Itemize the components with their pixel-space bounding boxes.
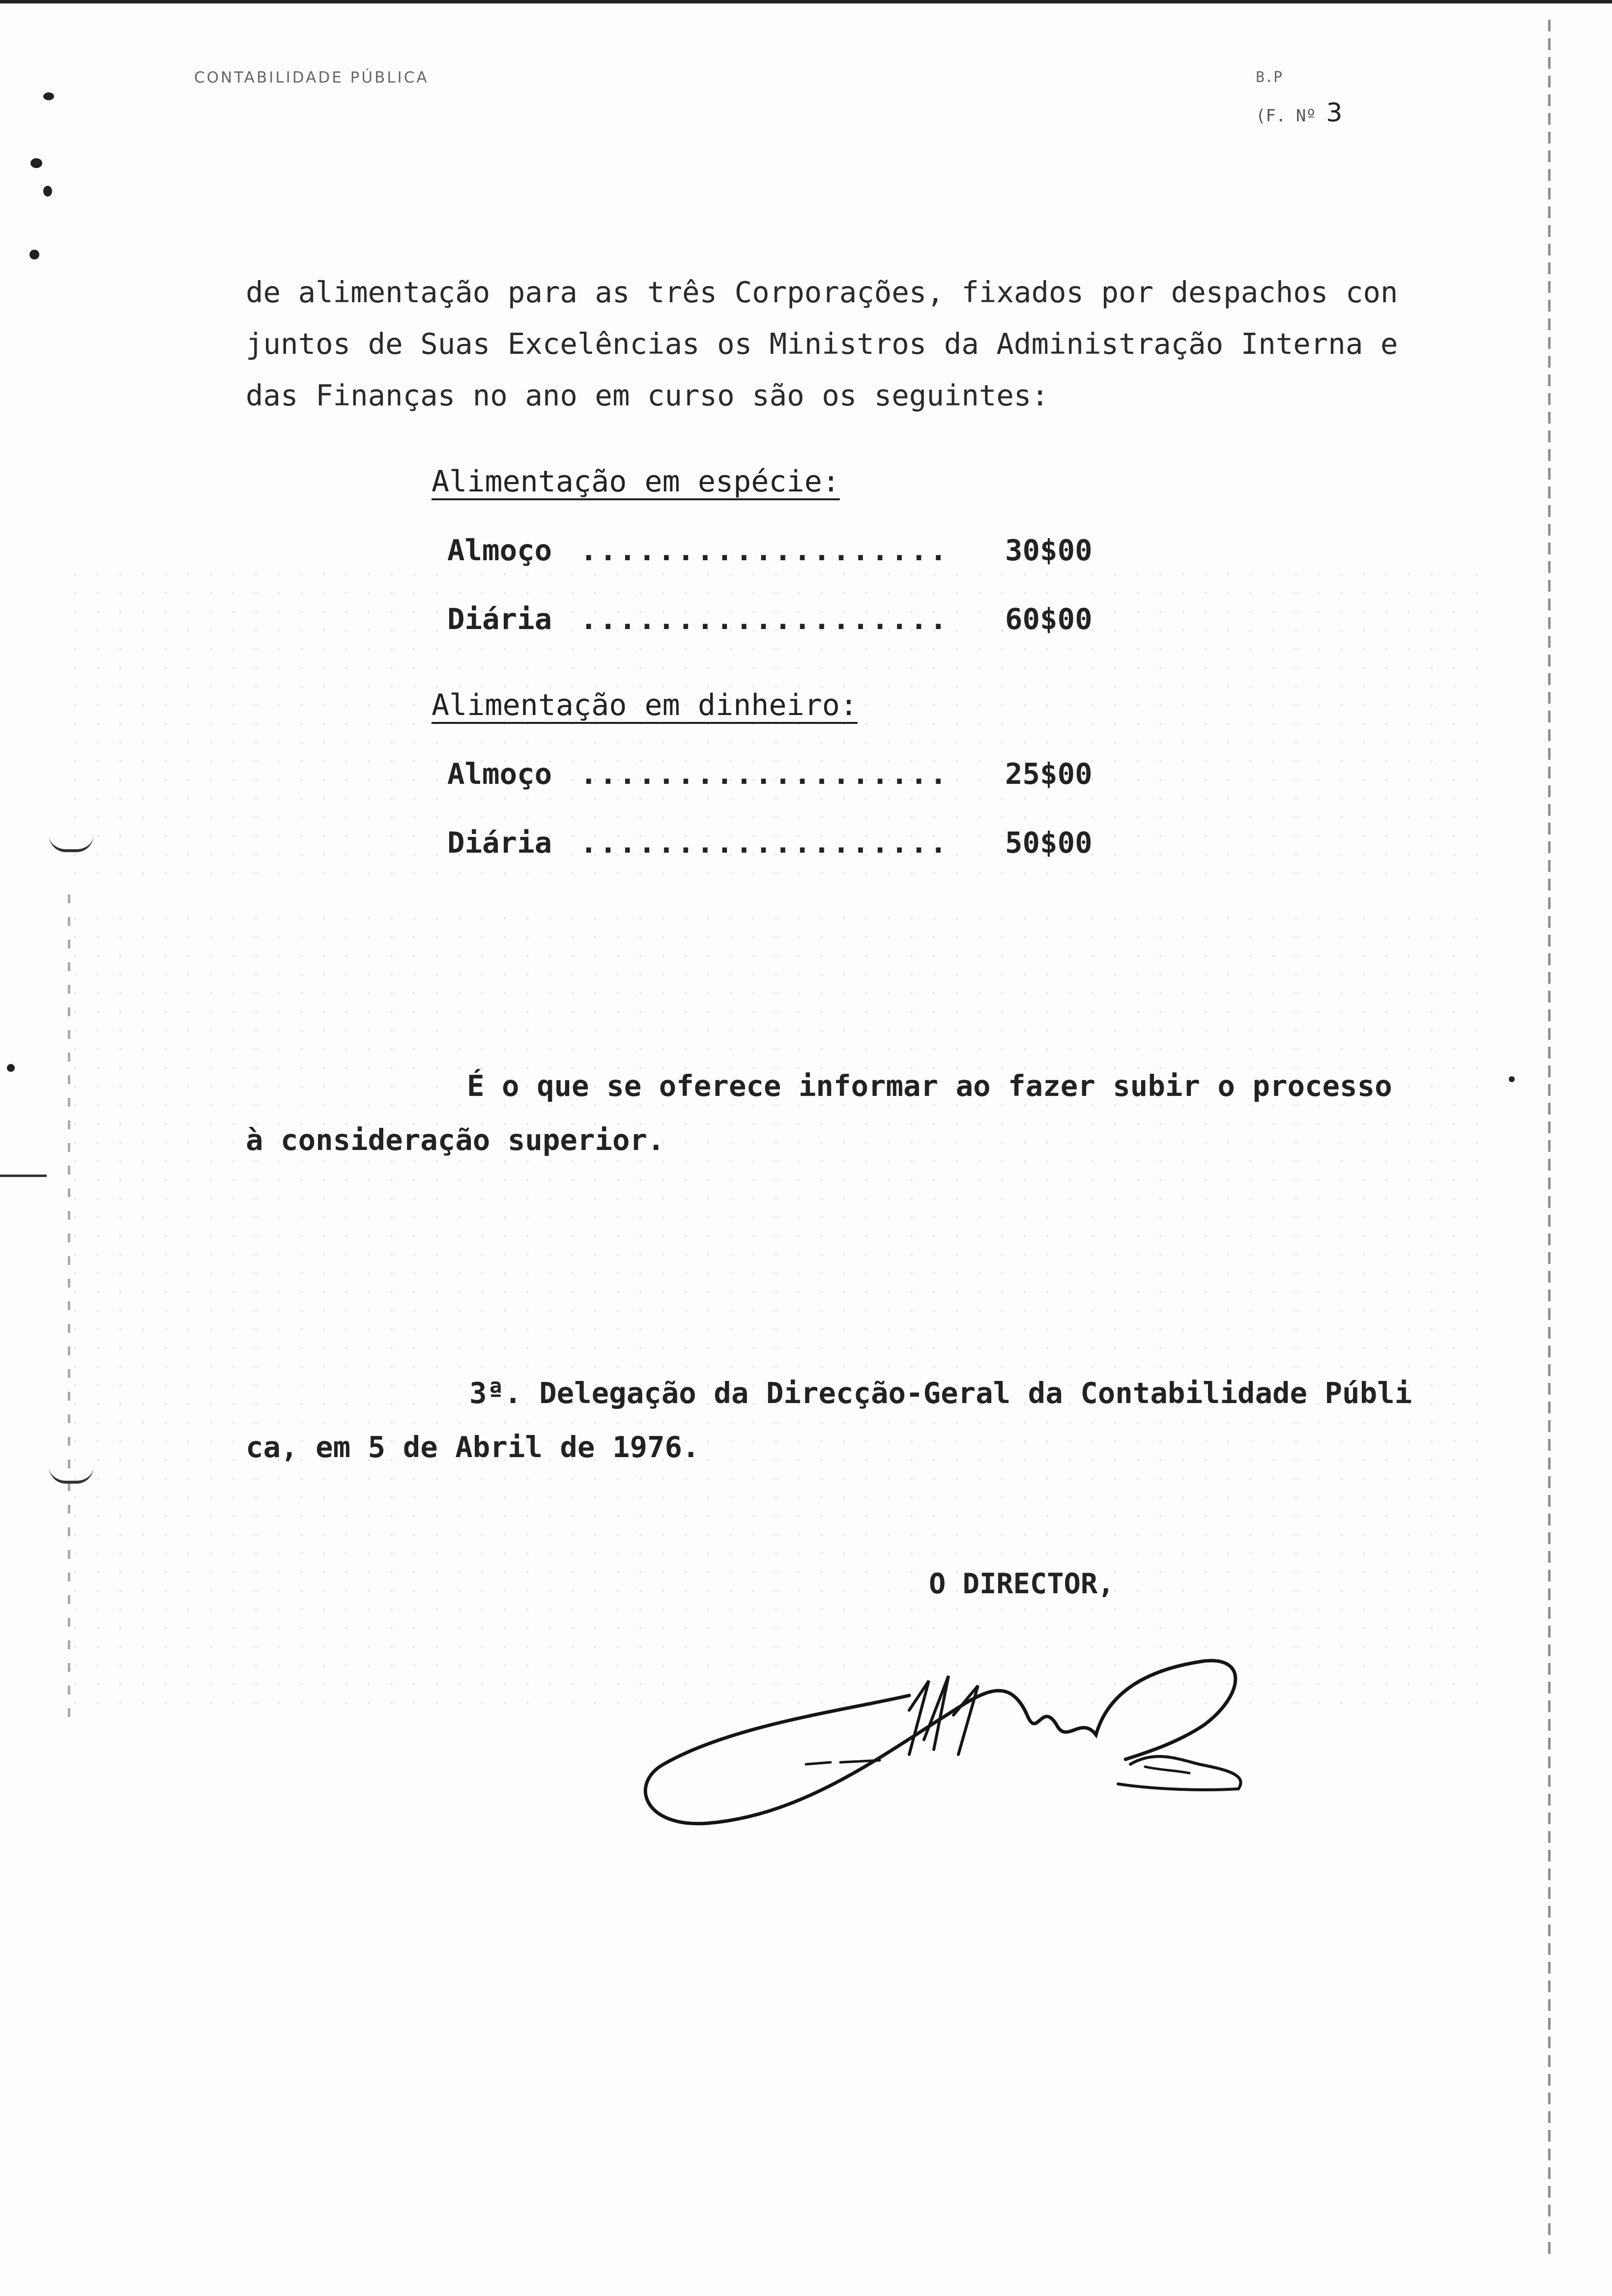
department-header: CONTABILIDADE PÚBLICA [194, 69, 429, 86]
row-label: Almoço [447, 757, 552, 791]
photocopy-noise [64, 909, 1489, 1720]
place-date-line: ca, em 5 de Abril de 1976. [246, 1430, 700, 1464]
section-title-dinheiro: Alimentação em dinheiro: [432, 688, 858, 722]
row-value: 50$00 [1005, 826, 1093, 860]
ink-speck [29, 250, 39, 259]
section-title-especie: Alimentação em espécie: [432, 464, 840, 499]
row-label: Almoço [447, 533, 552, 567]
ink-speck [30, 158, 42, 168]
row-label: Diária [447, 826, 552, 860]
ink-speck [7, 1064, 15, 1072]
page-reference-label: (F. Nº [1256, 106, 1316, 126]
ink-speck [1509, 1076, 1515, 1082]
row-label: Diária [447, 602, 552, 636]
table-row [447, 602, 1096, 641]
row-value: 60$00 [1005, 602, 1093, 636]
handwritten-signature [634, 1641, 1263, 1858]
page-right-edge-mark [1548, 20, 1551, 2256]
margin-tick [0, 1175, 47, 1177]
closing-line: à consideração superior. [246, 1123, 665, 1157]
table-row [447, 533, 1096, 573]
row-leader-dots: ................... [580, 826, 949, 860]
intro-line: juntos de Suas Excelências os Ministros da Administração Interna e [246, 327, 1398, 361]
ink-speck [43, 186, 52, 197]
reference-top: B.P [1256, 69, 1283, 86]
row-leader-dots: ................... [580, 602, 949, 636]
table-row [447, 826, 1096, 865]
row-value: 30$00 [1005, 533, 1093, 567]
row-leader-dots: ................... [580, 757, 949, 791]
intro-line: de alimentação para as três Corporações, fixados por despachos con [246, 275, 1398, 309]
closing-line: É o que se oferece informar ao fazer subir o processo [467, 1069, 1392, 1103]
page-top-edge [0, 0, 1612, 3]
row-leader-dots: ................... [580, 533, 949, 567]
ink-speck [43, 92, 54, 100]
signatory-title: O DIRECTOR, [929, 1568, 1115, 1600]
page-reference-number: 3 [1326, 98, 1343, 128]
row-value: 25$00 [1005, 757, 1093, 791]
table-row [447, 757, 1096, 796]
intro-line: das Finanças no ano em curso são os seguintes: [246, 378, 1049, 412]
page-reference [1256, 98, 1342, 128]
place-date-line: 3ª. Delegação da Direcção-Geral da Contabilidade Públi [469, 1376, 1412, 1410]
